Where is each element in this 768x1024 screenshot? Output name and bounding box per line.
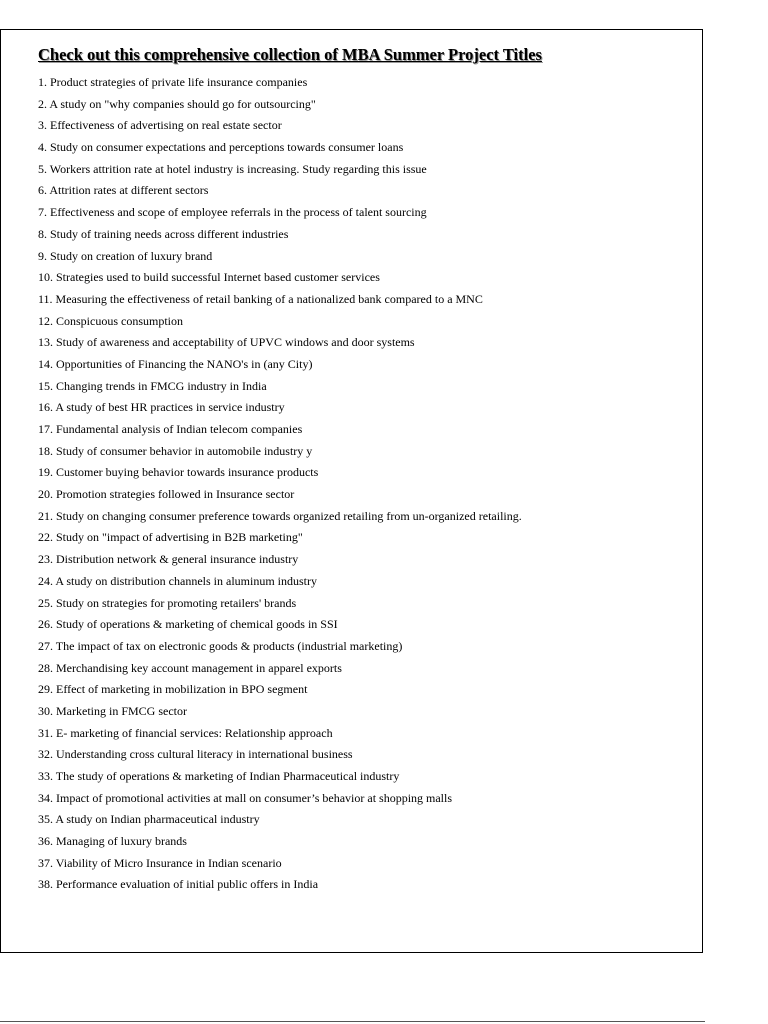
list-item: 30. Marketing in FMCG sector	[38, 703, 187, 718]
list-item: 25. Study on strategies for promoting retailers' brands	[38, 595, 297, 610]
list-item: 1. Product strategies of private life insurance companies	[38, 75, 308, 89]
list-item: 19. Customer buying behavior towards insurance products	[38, 465, 319, 480]
list-item: 5. Workers attrition rate at hotel industry is increasing. Study regarding this issue	[38, 161, 427, 176]
document-title: Check out this comprehensive collection of MBA Summer Project Titles	[38, 45, 542, 64]
list-item: 14. Opportunities of Financing the NANO's in (any City)	[38, 356, 313, 371]
list-item: 28. Merchandising key account management in apparel exports	[38, 660, 342, 675]
list-item: 13. Study of awareness and acceptability of UPVC windows and door systems	[38, 335, 415, 350]
list-item: 6. Attrition rates at different sectors	[38, 183, 209, 198]
list-item: 32. Understanding cross cultural literacy in international business	[38, 747, 353, 762]
list-item: 33. The study of operations & marketing of Indian Pharmaceutical industry	[38, 769, 400, 783]
list-item: 26. Study of operations & marketing of chemical goods in SSI	[38, 617, 338, 632]
list-item: 27. The impact of tax on electronic goods & products (industrial marketing)	[38, 638, 403, 653]
list-item: 7. Effectiveness and scope of employee referrals in the process of talent sourcing	[38, 205, 427, 220]
list-item: 29. Effect of marketing in mobilization in BPO segment	[38, 682, 308, 697]
list-item: 34. Impact of promotional activities at mall on consumer’s behavior at shopping malls	[38, 790, 453, 805]
list-item: 23. Distribution network & general insurance industry	[38, 552, 299, 567]
list-item: 17. Fundamental analysis of Indian telecom companies	[38, 422, 303, 436]
list-item: 10. Strategies used to build successful Internet based customer services	[38, 270, 380, 285]
list-item: 4. Study on consumer expectations and perceptions towards consumer loans	[38, 140, 404, 155]
list-item: 15. Changing trends in FMCG industry in India	[38, 378, 267, 393]
list-item: 3. Effectiveness of advertising on real estate sector	[38, 118, 282, 133]
list-item: 31. E- marketing of financial services: Relationship approach	[38, 725, 333, 740]
list-item: 36. Managing of luxury brands	[38, 834, 187, 849]
list-item: 12. Conspicuous consumption	[38, 313, 184, 328]
list-item: 20. Promotion strategies followed in Insurance sector	[38, 487, 295, 502]
list-item: 9. Study on creation of luxury brand	[38, 248, 213, 263]
page-divider	[0, 1021, 705, 1022]
list-item: 11. Measuring the effectiveness of retail banking of a nationalized bank compared to a MNC	[38, 291, 483, 306]
list-item: 18. Study of consumer behavior in automobile industry y	[38, 443, 313, 458]
list-item: 2. A study on "why companies should go for outsourcing"	[38, 96, 316, 111]
project-title-list	[38, 72, 522, 896]
list-item: 24. A study on distribution channels in aluminum industry	[38, 573, 317, 588]
list-item: 16. A study of best HR practices in service industry	[38, 400, 285, 415]
list-item: 21. Study on changing consumer preference towards organized retailing from un-organized retailing.	[38, 508, 522, 523]
list-item: 8. Study of training needs across different industries	[38, 226, 289, 241]
list-item: 22. Study on "impact of advertising in B2B marketing"	[38, 530, 303, 545]
list-item: 37. Viability of Micro Insurance in Indian scenario	[38, 855, 282, 870]
list-item: 38. Performance evaluation of initial public offers in India	[38, 877, 319, 892]
list-item: 35. A study on Indian pharmaceutical industry	[38, 812, 260, 827]
